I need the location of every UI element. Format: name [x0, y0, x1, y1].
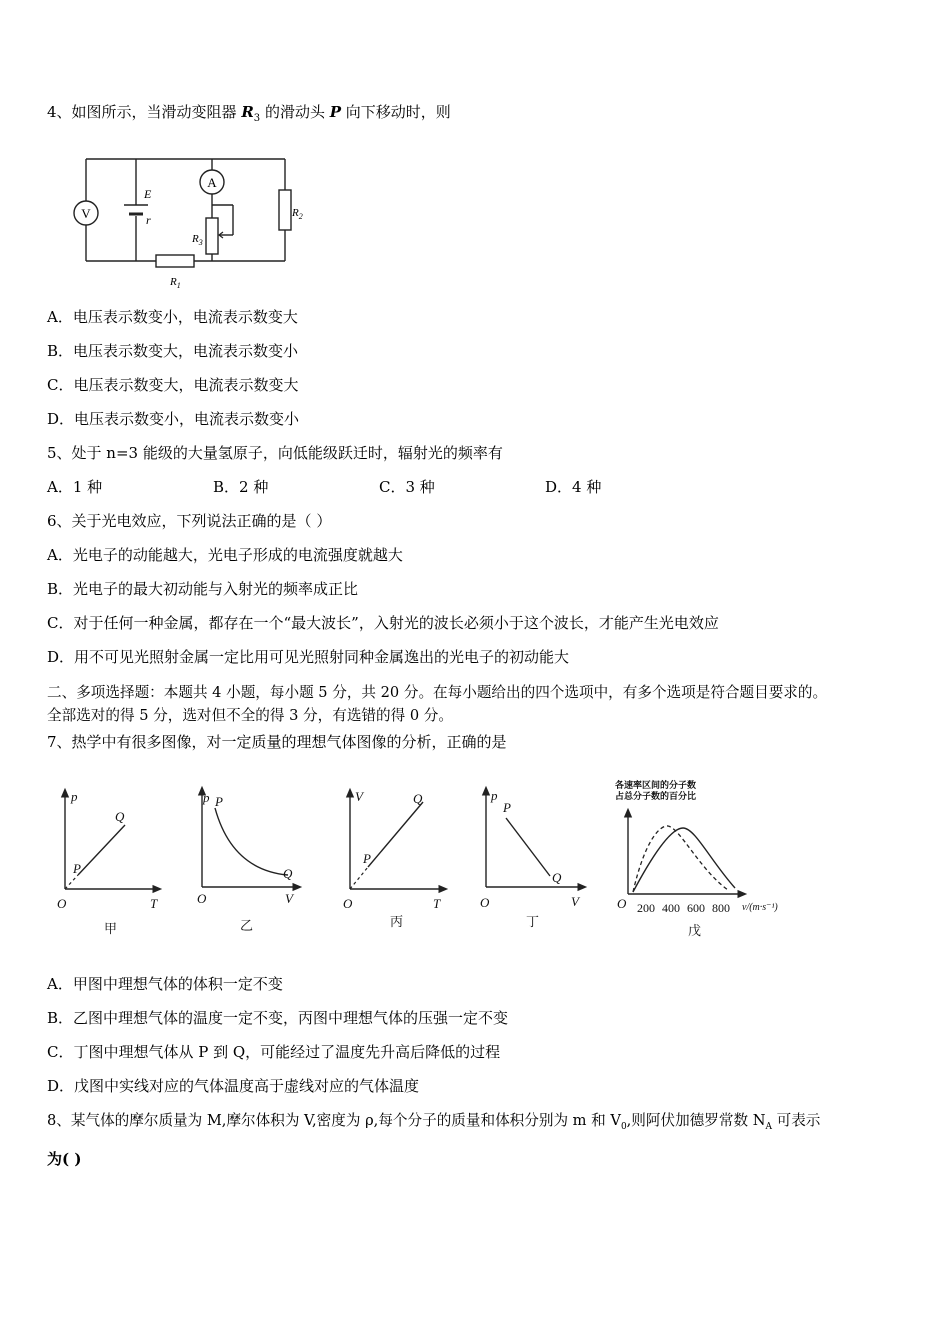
q7-stem: 7、热学中有很多图像，对一定质量的理想气体图像的分析，正确的是 [47, 733, 507, 751]
wu-xlabel: v/(m·s⁻¹) [742, 902, 778, 913]
graph-bing [343, 789, 444, 929]
wu-ylabel-1: 各速率区间的分子数 [615, 780, 697, 790]
q6-option-c[interactable]: C．对于任何一种金属，都存在一个“最大波长”，入射光的波长必须小于这个波长，才能产生光电效应 [47, 614, 719, 632]
section2-heading: 二、多项选择题：本题共 4 小题，每小题 5 分，共 20 分。在每小题给出的四个选项中，有多个选项是符合题目要求的。 [47, 684, 828, 701]
bing-axis-t: T [433, 896, 441, 911]
graph-ding [480, 788, 583, 929]
ding-point-q: Q [552, 870, 562, 885]
wu-caption: 戊 [688, 923, 702, 938]
yi-origin: O [197, 891, 207, 906]
jia-axis-t: T [150, 896, 158, 911]
bing-axis-v: V [355, 789, 363, 804]
q6-stem: 6、关于光电效应，下列说法正确的是（ ） [47, 512, 332, 530]
q5-stem: 5、处于 n=3 能级的大量氢原子，向低能级跃迁时，辐射光的频率有 [47, 444, 503, 462]
yi-axis-v: V [285, 891, 293, 906]
ammeter-label: A [207, 175, 217, 190]
wu-ylabel-2: 占总分子数的百分比 [615, 791, 697, 801]
battery-r-label: r [146, 213, 151, 227]
graph-yi [197, 790, 298, 933]
voltmeter-label: V [81, 206, 91, 221]
q4-option-d[interactable]: D．电压表示数变小，电流表示数变小 [47, 410, 300, 428]
q5-option-d[interactable]: D．4 种 [545, 478, 602, 496]
jia-axis-p: p [71, 789, 78, 804]
jia-origin: O [57, 896, 67, 911]
q6-option-a[interactable]: A．光电子的动能越大，光电子形成的电流强度就越大 [47, 546, 403, 564]
q5-option-a[interactable]: A．1 种 [47, 478, 103, 496]
jia-caption: 甲 [104, 921, 118, 936]
q6-option-d[interactable]: D．用不可见光照射金属一定比用可见光照射同种金属逸出的光电子的初动能大 [47, 648, 570, 666]
q5-options [47, 477, 711, 497]
r3-label: $R_3$ [192, 233, 203, 247]
resistor-r1 [156, 255, 194, 267]
q7-option-a[interactable]: A．甲图中理想气体的体积一定不变 [47, 975, 283, 993]
ding-point-p: P [503, 800, 511, 815]
resistor-r2 [279, 190, 291, 230]
q7-option-d[interactable]: D．戊图中实线对应的气体温度高于虚线对应的气体温度 [47, 1077, 420, 1095]
section2-scoring: 全部选对的得 5 分，选对但不全的得 3 分，有选错的得 0 分。 [47, 707, 453, 724]
graph-jia [57, 789, 158, 936]
r1-label: $R_1$ [170, 276, 181, 290]
yi-caption: 乙 [240, 918, 254, 933]
ding-origin: O [480, 895, 490, 910]
r2-label: $R_2$ [292, 207, 303, 221]
battery-emf-label: E [144, 187, 152, 201]
q4-option-a[interactable]: A．电压表示数变小，电流表示数变大 [47, 308, 298, 326]
q7-graphs [40, 770, 810, 950]
wu-tick-800: 800 [712, 901, 730, 915]
q6-option-b[interactable]: B．光电子的最大初动能与入射光的频率成正比 [47, 580, 359, 598]
wu-tick-200: 200 [637, 901, 655, 915]
ding-caption: 丁 [526, 914, 540, 929]
circuit-diagram [62, 150, 312, 295]
ding-axis-v: V [571, 894, 579, 909]
jia-point-q: Q [115, 809, 125, 824]
bing-point-q: Q [413, 791, 423, 806]
wu-tick-400: 400 [662, 901, 680, 915]
q4-option-b[interactable]: B．电压表示数变大，电流表示数变小 [47, 342, 299, 360]
q4-option-c[interactable]: C．电压表示数变大，电流表示数变大 [47, 376, 299, 394]
ding-axis-p: p [491, 788, 498, 803]
q8-stem: 8、某气体的摩尔质量为 M,摩尔体积为 V,密度为 ρ,每个分子的质量和体积分别为 m 和 $V_0$,则阿伏加德罗常数 $N_A$ 可表示 [47, 1112, 821, 1132]
q7-option-c[interactable]: C．丁图中理想气体从 P 到 Q，可能经过了温度先升高后降低的过程 [47, 1043, 501, 1061]
wu-tick-600: 600 [687, 901, 705, 915]
q4-stem: 4、如图所示，当滑动变阻器 $R_3$ 的滑动头 P 向下移动时，则 [47, 103, 451, 124]
q5-option-b[interactable]: B．2 种 [213, 478, 269, 496]
graph-wu [615, 779, 778, 938]
wu-origin: O [617, 896, 627, 911]
bing-caption: 丙 [390, 914, 404, 929]
yi-point-p: P [215, 794, 223, 809]
jia-point-p: P [73, 861, 81, 876]
yi-point-q: Q [283, 866, 293, 881]
bing-origin: O [343, 896, 353, 911]
bing-point-p: P [363, 851, 371, 866]
q5-option-c[interactable]: C．3 种 [379, 478, 435, 496]
q8-stem-line2: 为( ) [47, 1150, 82, 1168]
q7-option-b[interactable]: B．乙图中理想气体的温度一定不变，丙图中理想气体的压强一定不变 [47, 1009, 509, 1027]
rheostat-r3 [206, 218, 218, 254]
yi-axis-p: p [203, 790, 210, 805]
